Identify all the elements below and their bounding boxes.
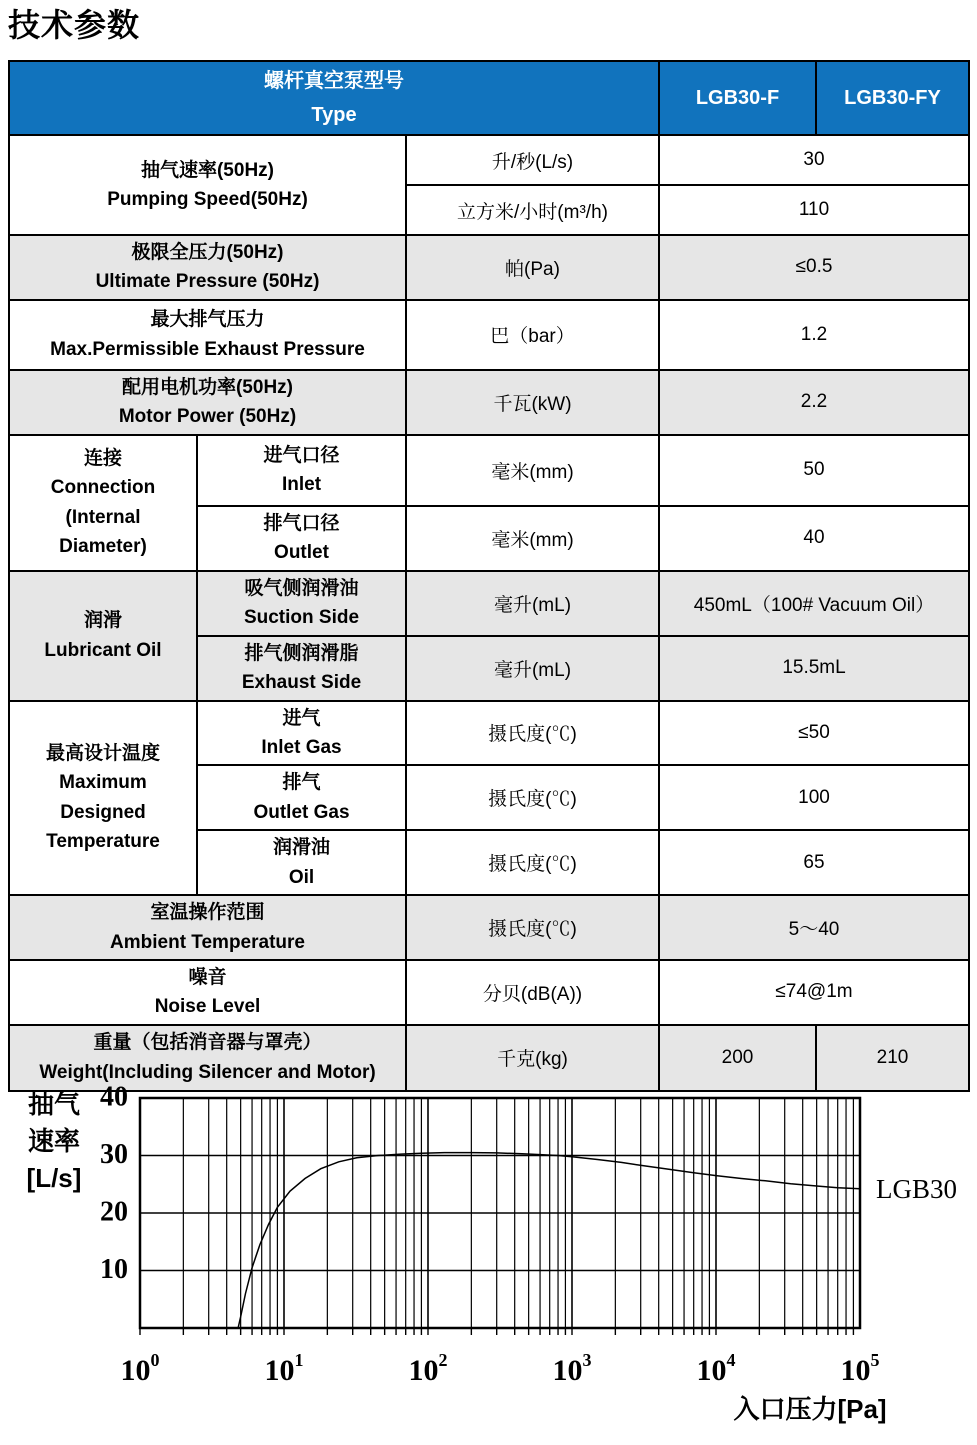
pumping-speed-unit-m3h: 立方米/小时(m³/h) [406,185,659,235]
row-connection-inlet [9,435,969,506]
pumping-speed-value-ls: 30 [659,135,969,185]
maxtemp-oil-value: 65 [659,830,969,895]
connection-inlet-value: 50 [659,435,969,506]
maxtemp-outlet-label: 排气 Outlet Gas [197,765,406,830]
row-motor-power [9,370,969,435]
ultimate-pressure-unit: 帕(Pa) [406,235,659,300]
lubricant-exhaust-unit: 毫升(mL) [406,636,659,701]
header-type-en: Type [311,104,357,126]
svg-text:抽气: 抽气 [27,1089,81,1119]
maxtemp-inlet-label: 进气 Inlet Gas [197,701,406,766]
connection-inlet-unit: 毫米(mm) [406,435,659,506]
connection-outlet-unit: 毫米(mm) [406,506,659,571]
pumping-speed-value-m3h: 110 [659,185,969,235]
lubricant-label: 润滑 Lubricant Oil [9,571,197,701]
ultimate-pressure-label: 极限全压力(50Hz) Ultimate Pressure (50Hz) [9,235,406,300]
table-header-row [9,61,969,135]
row-noise [9,960,969,1025]
svg-text:[L/s]: [L/s] [26,1163,82,1193]
pumping-speed-curve-svg [0,1058,977,1440]
pumping-speed-chart [0,1058,977,1440]
svg-text:入口压力[Pa]: 入口压力[Pa] [733,1394,887,1424]
maxtemp-outlet-value: 100 [659,765,969,830]
row-maxtemp-inlet [9,701,969,766]
weight-unit: 千克(kg) [406,1025,659,1091]
noise-unit: 分贝(dB(A)) [406,960,659,1025]
ambient-label: 室温操作范围 Ambient Temperature [9,895,406,960]
header-model-f: LGB30-F [659,61,816,135]
lubricant-suction-value: 450mL（100# Vacuum Oil） [659,571,969,636]
lubricant-exhaust-value: 15.5mL [659,636,969,701]
pumping-speed-unit-ls: 升/秒(L/s) [406,135,659,185]
weight-value-fy: 210 [816,1025,969,1091]
max-exhaust-value: 1.2 [659,300,969,370]
header-model-fy: LGB30-FY [816,61,969,135]
max-exhaust-unit: 巴（bar） [406,300,659,370]
ultimate-pressure-value: ≤0.5 [659,235,969,300]
maxtemp-oil-unit: 摄氏度(℃) [406,830,659,895]
lubricant-exhaust-label: 排气侧润滑脂 Exhaust Side [197,636,406,701]
motor-power-value: 2.2 [659,370,969,435]
svg-text:103: $10^3$ [552,1350,592,1387]
noise-label: 噪音 Noise Level [9,960,406,1025]
connection-label: 连接 Connection (Internal Diameter) [9,435,197,571]
header-type-cell [9,61,659,135]
connection-outlet-value: 40 [659,506,969,571]
maxtemp-inlet-value: ≤50 [659,701,969,766]
page-title: 技术参数 [8,7,141,43]
lubricant-suction-label: 吸气侧润滑油 Suction Side [197,571,406,636]
row-pumping-speed-ls [9,135,969,185]
maxtemp-label: 最高设计温度 Maximum Designed Temperature [9,701,197,896]
svg-text:20: 20 [100,1196,128,1228]
header-type-cn: 螺杆真空泵型号 [264,70,404,92]
row-ambient [9,895,969,960]
svg-text:10: 10 [100,1253,128,1285]
svg-text:104: $10^4$ [696,1350,736,1387]
connection-outlet-label: 排气口径 Outlet [197,506,406,571]
ambient-value: 5～40 [659,895,969,960]
svg-text:速率: 速率 [27,1126,81,1156]
weight-label: 重量（包括消音器与罩壳） Weight(Including Silencer and Motor) [9,1025,406,1091]
svg-text:101: $10^1$ [264,1350,304,1387]
svg-text:40: 40 [100,1081,128,1113]
svg-text:100: $10^0$ [120,1350,160,1387]
spec-table [8,60,970,1092]
connection-inlet-label: 进气口径 Inlet [197,435,406,506]
motor-power-unit: 千瓦(kW) [406,370,659,435]
maxtemp-inlet-unit: 摄氏度(℃) [406,701,659,766]
maxtemp-outlet-unit: 摄氏度(℃) [406,765,659,830]
svg-text:105: $10^5$ [840,1350,880,1387]
row-max-exhaust-pressure [9,300,969,370]
motor-power-label: 配用电机功率(50Hz) Motor Power (50Hz) [9,370,406,435]
max-exhaust-label: 最大排气压力 Max.Permissible Exhaust Pressure [9,300,406,370]
row-ultimate-pressure [9,235,969,300]
ambient-unit: 摄氏度(℃) [406,895,659,960]
svg-text:30: 30 [100,1138,128,1170]
lubricant-suction-unit: 毫升(mL) [406,571,659,636]
svg-text:LGB30: LGB30 [876,1173,957,1204]
noise-value: ≤74@1m [659,960,969,1025]
weight-value-f: 200 [659,1025,816,1091]
pumping-speed-label: 抽气速率(50Hz) Pumping Speed(50Hz) [9,135,406,235]
row-lubricant-suction [9,571,969,636]
svg-text:102: $10^2$ [408,1350,448,1387]
maxtemp-oil-label: 润滑油 Oil [197,830,406,895]
